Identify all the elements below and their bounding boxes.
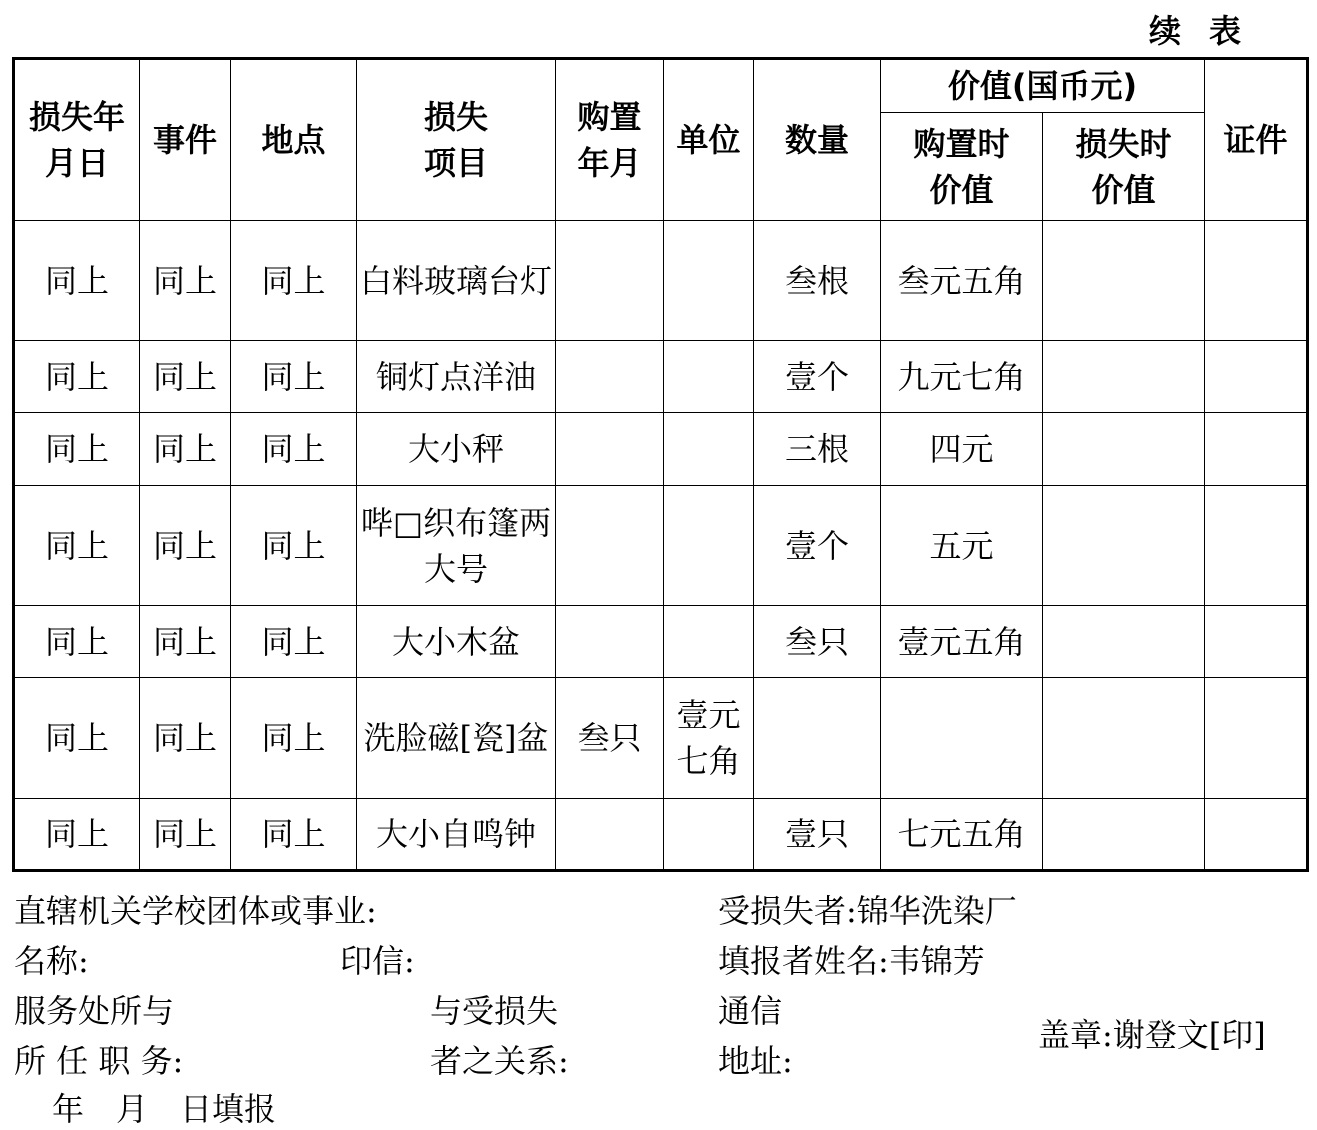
relation-label-line2: 者之关系:: [430, 1042, 569, 1080]
org-label: 直辖机关学校团体或事业:: [14, 892, 377, 930]
cell-date: 同上: [14, 341, 140, 413]
cell-date: 同上: [14, 486, 140, 606]
cell-value-loss: [1043, 486, 1205, 606]
cell-date: 同上: [14, 799, 140, 871]
cell-date: 同上: [14, 221, 140, 341]
header-quantity: 数量: [754, 59, 881, 221]
cell-value-buy: 四元: [881, 413, 1043, 486]
cell-purchase: 叁只: [556, 678, 664, 799]
cell-event: 同上: [140, 221, 231, 341]
cell-value-buy: 五元: [881, 486, 1043, 606]
cell-place: 同上: [231, 606, 357, 678]
table-row: [14, 799, 1308, 871]
fill-date-line: 年 月 日填报: [52, 1090, 277, 1128]
cell-cert: [1205, 486, 1308, 606]
table-row: [14, 678, 1308, 799]
cell-place: 同上: [231, 341, 357, 413]
cell-date: 同上: [14, 678, 140, 799]
cell-purchase: [556, 606, 664, 678]
victim-line: 受损失者:锦华洗染厂: [718, 892, 1017, 930]
table-row: [14, 606, 1308, 678]
office-label-line1: 服务处所与: [14, 992, 175, 1030]
cell-cert: [1205, 413, 1308, 486]
address-label-line2: 地址:: [718, 1042, 793, 1080]
cell-place: 同上: [231, 486, 357, 606]
cell-cert: [1205, 341, 1308, 413]
cell-qty: 叁根: [754, 221, 881, 341]
cell-unit: [664, 341, 754, 413]
cell-value-loss: [1043, 606, 1205, 678]
cell-purchase: [556, 413, 664, 486]
reporter-line: 填报者姓名:韦锦芳: [718, 942, 985, 980]
seal-label: 印信:: [340, 942, 415, 980]
cell-item: 洗脸磁[瓷]盆: [357, 678, 556, 799]
cell-qty: 壹只: [754, 799, 881, 871]
cell-purchase: [556, 486, 664, 606]
cell-item: 大小秤: [357, 413, 556, 486]
form-footer: [0, 878, 1317, 1128]
cell-item: 白料玻璃台灯: [357, 221, 556, 341]
table-row: [14, 413, 1308, 486]
cell-value-buy: 壹元五角: [881, 606, 1043, 678]
cell-unit: [664, 486, 754, 606]
loss-table: [12, 57, 1309, 872]
cell-event: 同上: [140, 799, 231, 871]
cell-value-buy: 九元七角: [881, 341, 1043, 413]
cell-unit: [664, 221, 754, 341]
cell-unit: 壹元七角: [664, 678, 754, 799]
cell-place: 同上: [231, 678, 357, 799]
cell-value-buy: 叁元五角: [881, 221, 1043, 341]
office-label-line2: 所 任 职 务:: [14, 1042, 184, 1080]
header-value-at-loss: 损失时价值: [1043, 113, 1205, 221]
cell-purchase: [556, 221, 664, 341]
cell-qty: 三根: [754, 413, 881, 486]
cell-value-buy: [881, 678, 1043, 799]
table-row: [14, 486, 1308, 606]
cell-date: 同上: [14, 413, 140, 486]
cell-place: 同上: [231, 413, 357, 486]
cell-unit: [664, 606, 754, 678]
cell-value-buy: 七元五角: [881, 799, 1043, 871]
cell-item: 铜灯点洋油: [357, 341, 556, 413]
header-certificate: 证件: [1205, 59, 1308, 221]
cell-purchase: [556, 799, 664, 871]
cell-event: 同上: [140, 413, 231, 486]
header-location: 地点: [231, 59, 357, 221]
header-event: 事件: [140, 59, 231, 221]
cell-event: 同上: [140, 486, 231, 606]
header-loss-item: 损失项目: [357, 59, 556, 221]
cell-value-loss: [1043, 341, 1205, 413]
header-value-group: 价值(国币元): [881, 59, 1205, 113]
header-loss-date: 损失年月日: [14, 59, 140, 221]
cell-place: 同上: [231, 221, 357, 341]
cell-cert: [1205, 221, 1308, 341]
header-unit: 单位: [664, 59, 754, 221]
cell-date: 同上: [14, 606, 140, 678]
cell-place: 同上: [231, 799, 357, 871]
cell-value-loss: [1043, 678, 1205, 799]
cell-qty: [754, 678, 881, 799]
header-value-at-purchase: 购置时价值: [881, 113, 1043, 221]
cell-qty: 叁只: [754, 606, 881, 678]
cell-qty: 壹个: [754, 341, 881, 413]
cell-item: 大小木盆: [357, 606, 556, 678]
relation-label-line1: 与受损失: [430, 992, 559, 1030]
table-row: [14, 221, 1308, 341]
cell-item: 哔□织布篷两大号: [357, 486, 556, 606]
cell-unit: [664, 413, 754, 486]
cell-event: 同上: [140, 606, 231, 678]
address-label-line1: 通信: [718, 992, 783, 1030]
cell-cert: [1205, 606, 1308, 678]
header-purchase-date: 购置年月: [556, 59, 664, 221]
cell-unit: [664, 799, 754, 871]
name-label: 名称:: [14, 942, 89, 980]
cell-value-loss: [1043, 799, 1205, 871]
cell-cert: [1205, 678, 1308, 799]
stamp-line: 盖章:谢登文[印]: [1038, 1016, 1266, 1054]
cell-value-loss: [1043, 413, 1205, 486]
table-row: [14, 341, 1308, 413]
cell-value-loss: [1043, 221, 1205, 341]
cell-event: 同上: [140, 341, 231, 413]
cell-qty: 壹个: [754, 486, 881, 606]
cell-cert: [1205, 799, 1308, 871]
cell-event: 同上: [140, 678, 231, 799]
page-header: 续表: [1148, 12, 1269, 50]
cell-item: 大小自鸣钟: [357, 799, 556, 871]
cell-purchase: [556, 341, 664, 413]
